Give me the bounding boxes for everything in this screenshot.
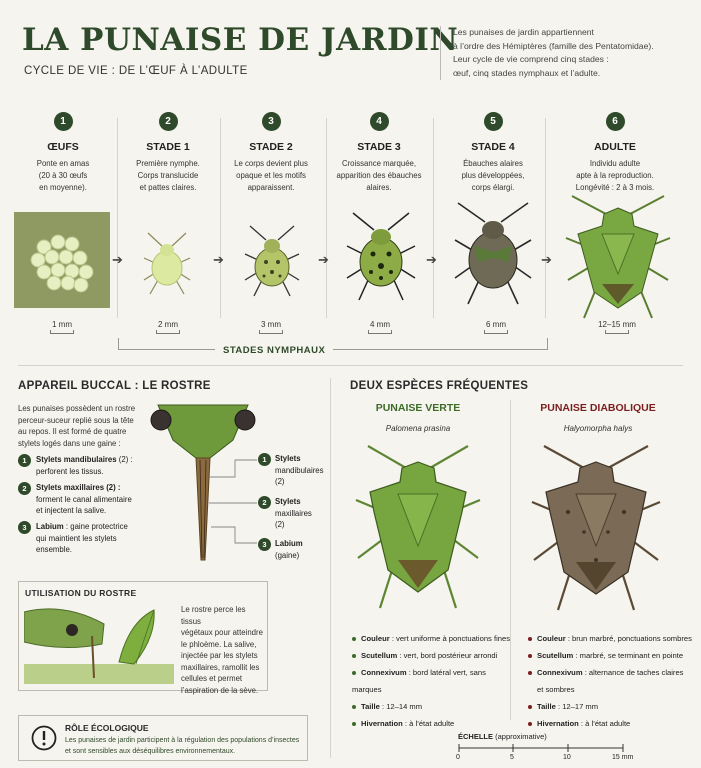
brown-marmorated-bug-image	[528, 442, 664, 614]
stage-divider	[117, 118, 118, 318]
stage-divider	[433, 118, 434, 318]
feature-text: : brun marbré, ponctuations sombres	[565, 634, 692, 643]
rostrum-label-title: Stylets	[275, 497, 301, 506]
intro-line: œuf, cinq stades nymphaux et l’adulte.	[453, 67, 601, 78]
stage-description-line: corps élargi.	[471, 183, 515, 192]
stage-column	[8, 112, 118, 194]
stage-description-line: Ponte en amas	[36, 159, 90, 168]
intro-line: Leur cycle de vie comprend cinq stades :	[453, 54, 609, 64]
stage-arrow-icon: ➔	[318, 252, 329, 267]
species-section-title: DEUX ESPÈCES FRÉQUENTES	[350, 380, 529, 392]
ecological-role-box	[18, 715, 308, 761]
stage-column	[216, 112, 326, 194]
intro-line: à l’ordre des Hémiptères (famille des Pentatomidae).	[453, 40, 654, 51]
stage-size-label: 12–15 mm	[598, 320, 636, 329]
stage-size	[241, 320, 301, 334]
stage-number-badge: 6	[606, 112, 625, 131]
size-tick	[50, 330, 74, 334]
stage-divider	[220, 118, 221, 318]
stage-description-line: apparition des ébauches	[336, 171, 422, 180]
bullet-icon	[352, 671, 356, 675]
stage-description-line: alaires.	[366, 183, 392, 192]
rostrum-label	[258, 538, 338, 561]
size-tick	[484, 330, 508, 334]
stage-description	[113, 158, 223, 194]
stage-column	[113, 112, 223, 194]
stage-number-badge: 1	[54, 112, 73, 131]
rostrum-label-title: Stylets	[275, 454, 301, 463]
rostrum-leader-lines	[205, 455, 265, 550]
size-tick	[368, 330, 392, 334]
stage-description-line: Première nymphe.	[136, 159, 200, 168]
green-shield-bug-image	[352, 442, 484, 612]
stage-size-label: 3 mm	[261, 320, 281, 329]
role-title: RÔLE ÉCOLOGIQUE	[65, 723, 149, 733]
stage-description-line: apparaissent.	[247, 183, 295, 192]
usage-line: maxillaires, ramollit les	[181, 662, 260, 672]
adult-bug-image	[562, 192, 674, 322]
stage-arrow-icon: ➔	[426, 252, 437, 267]
stage-divider	[545, 118, 546, 318]
feature-row	[528, 647, 693, 664]
species-brown	[518, 402, 678, 433]
usage-line: Le rostre perce les tissus	[181, 605, 246, 626]
mouth-item	[18, 521, 138, 556]
page-title: LA PUNAISE DE JARDIN	[22, 22, 459, 58]
stage-name: STADE 2	[249, 141, 293, 153]
usage-line: le phloème. La salive,	[181, 639, 257, 649]
mouth-intro-line: perceur-suceur replié sous la tête	[18, 415, 134, 425]
feature-label: Couleur	[537, 634, 566, 643]
stage-size	[466, 320, 526, 334]
intro-text	[440, 26, 690, 80]
feature-text: : bord latéral vert, sans marques	[352, 668, 486, 694]
scale-bar	[458, 742, 638, 754]
stage-description-line: plus développées,	[461, 171, 525, 180]
scale-tick-0: 0	[456, 754, 460, 761]
rostrum-label-title: Labium	[275, 539, 303, 548]
stage-name: STADE 3	[357, 141, 401, 153]
mouth-intro-line: au repos. Il est formé de quatre	[18, 427, 127, 436]
feature-label: Hivernation	[537, 719, 579, 728]
stage-name: STADE 4	[471, 141, 515, 153]
bullet-icon	[352, 654, 356, 658]
rostrum-usage-box	[18, 581, 268, 695]
bullet-icon	[528, 654, 532, 658]
feature-text: : 12–14 mm	[379, 702, 423, 711]
mouth-item-text: : gaine protectrice qui maintient les stylets ensemble.	[36, 522, 128, 554]
bullet-icon	[528, 705, 532, 709]
stage-arrow-icon: ➔	[541, 252, 552, 267]
mouth-item	[18, 482, 138, 517]
stage-size	[32, 320, 92, 334]
stage1-nymph-image	[140, 228, 194, 298]
feature-label: Hivernation	[361, 719, 403, 728]
feature-row	[352, 715, 512, 732]
stage-description-line: Individu adulte	[589, 159, 641, 168]
feature-row	[528, 664, 693, 681]
feature-label: Connexivum	[361, 668, 407, 677]
stage-description-line: Longévité : 2 à 3 mois.	[575, 183, 655, 192]
feature-text: : 12–17 mm	[555, 702, 599, 711]
feature-label: Scutellum	[361, 651, 398, 660]
stage-description-line: (20 à 30 œufs	[38, 171, 88, 180]
stage-size	[350, 320, 410, 334]
usage-illustration	[24, 602, 174, 684]
mouth-item-title: Labium	[36, 522, 64, 531]
mouth-section-title: APPAREIL BUCCAL : LE ROSTRE	[18, 380, 211, 392]
feature-row	[352, 630, 512, 647]
feature-row	[528, 630, 693, 647]
rostrum-label-text: mandibulaires	[275, 465, 324, 475]
stage-description-line: en moyenne).	[39, 183, 87, 192]
scale-tick-10: 10	[563, 754, 571, 761]
alert-icon	[31, 725, 57, 751]
stage-description-line: Le corps devient plus	[234, 159, 308, 168]
number-badge: 3	[18, 521, 31, 534]
role-text	[65, 735, 307, 757]
feature-text: : vert uniforme à ponctuations fines	[389, 634, 511, 643]
usage-title: UTILISATION DU ROSTRE	[25, 588, 137, 598]
stage-description	[438, 158, 548, 194]
feature-row	[528, 681, 693, 698]
stage4-nymph-image	[452, 200, 534, 306]
feature-label: Connexivum	[537, 668, 583, 677]
number-badge: 1	[258, 453, 271, 466]
stage-name: STADE 1	[146, 141, 190, 153]
feature-row	[352, 698, 512, 715]
bullet-icon	[528, 671, 532, 675]
scale-title: ÉCHELLE	[458, 732, 494, 741]
bullet-icon	[352, 705, 356, 709]
rostrum-label	[258, 496, 338, 531]
rostrum-label-text: (2)	[275, 520, 285, 529]
rostrum-label-text: maxillaires	[275, 508, 312, 518]
feature-label: Scutellum	[537, 651, 574, 660]
stage-size-label: 6 mm	[486, 320, 506, 329]
stage-arrow-icon: ➔	[112, 252, 123, 267]
feature-label: Taille	[361, 702, 380, 711]
stage-column	[560, 112, 670, 194]
bullet-icon	[352, 722, 356, 726]
usage-line: végétaux pour atteindre	[181, 628, 263, 637]
stage-description-line: Croissance marquée,	[341, 159, 417, 168]
stage-description	[560, 158, 670, 194]
mouth-item-title: Stylets maxillaires (2) :	[36, 483, 121, 492]
feature-text: : à l’état adulte	[578, 719, 631, 728]
bullet-icon	[528, 722, 532, 726]
bullet-icon	[528, 637, 532, 641]
stage-size-label: 1 mm	[52, 320, 72, 329]
mouth-item	[18, 454, 138, 477]
number-badge: 1	[18, 454, 31, 467]
stage-column	[324, 112, 434, 194]
brown-species-features	[528, 630, 693, 732]
stage-size-label: 4 mm	[370, 320, 390, 329]
usage-line: l’aspiration de la sève.	[181, 685, 259, 695]
stage-description-line: et pattes claires.	[139, 183, 197, 192]
number-badge: 2	[18, 482, 31, 495]
species-latin: Halyomorpha halys	[563, 424, 633, 433]
scale-tick-5: 5	[510, 754, 514, 761]
stage-column	[438, 112, 548, 194]
stage-number-badge: 4	[370, 112, 389, 131]
usage-text	[181, 604, 267, 696]
rostrum-label-text: (2)	[275, 477, 285, 486]
scale-note: (approximative)	[495, 732, 547, 741]
number-badge: 2	[258, 496, 271, 509]
intro-line: Les punaises de jardin appartiennent	[453, 27, 594, 37]
stage-divider	[326, 118, 327, 318]
stage-size	[587, 320, 647, 334]
feature-label: Couleur	[361, 634, 390, 643]
feature-text: : à l’état adulte	[402, 719, 455, 728]
species-name: PUNAISE DIABOLIQUE	[540, 402, 656, 414]
bullet-icon	[352, 637, 356, 641]
feature-text: : marbré, se terminant en pointe	[573, 651, 684, 660]
species-green	[338, 402, 498, 433]
mouth-item-text: (2) : perforent les tissus.	[36, 455, 133, 476]
eggs-photo	[14, 212, 110, 308]
role-line: Les punaises de jardin participent à la régulation des populations d’insectes	[65, 737, 300, 744]
green-species-features	[352, 630, 512, 732]
stage-description	[324, 158, 434, 194]
stage-arrow-icon: ➔	[213, 252, 224, 267]
page-subtitle: CYCLE DE VIE : DE L’ŒUF À L’ADULTE	[24, 65, 248, 77]
stage-description-line: Corps translucide	[137, 171, 199, 180]
feature-text: : alternance de taches claires	[582, 668, 684, 677]
stage-description-line: opaque et les motifs	[236, 171, 306, 180]
mouth-item-title: Stylets mandibulaires	[36, 455, 117, 464]
size-tick	[156, 330, 180, 334]
usage-line: cellules et permet	[181, 674, 243, 683]
stage-description	[216, 158, 326, 194]
role-line: et sont sensibles aux déséquilibres environnementaux.	[65, 748, 236, 755]
size-tick	[259, 330, 283, 334]
stage-number-badge: 2	[159, 112, 178, 131]
stage-number-badge: 5	[484, 112, 503, 131]
section-divider	[18, 365, 683, 366]
stage-size-label: 2 mm	[158, 320, 178, 329]
feature-row	[352, 647, 512, 664]
stage3-nymph-image	[345, 210, 417, 302]
mouth-intro-line: stylets logés dans une gaine :	[18, 438, 121, 448]
usage-line: injectée par les stylets	[181, 651, 258, 660]
number-badge: 3	[258, 538, 271, 551]
stage-size	[138, 320, 198, 334]
stage-description-line: Ébauches alaires	[463, 159, 523, 168]
species-name: PUNAISE VERTE	[375, 402, 461, 414]
feature-label: Taille	[537, 702, 556, 711]
stage-name: ŒUFS	[47, 141, 79, 153]
stage-description	[8, 158, 118, 194]
scale-tick-15: 15 mm	[612, 754, 634, 761]
mouth-intro-line: Les punaises possèdent un rostre	[18, 404, 136, 413]
scale-legend	[458, 732, 547, 741]
rostrum-label-text: (gaine)	[275, 550, 300, 560]
feature-row	[528, 698, 693, 715]
species-latin: Palomena prasina	[385, 424, 451, 433]
stage-name: ADULTE	[594, 141, 636, 153]
feature-row	[352, 664, 512, 698]
rostrum-label	[258, 453, 338, 488]
nymph-stages-label: STADES NYMPHAUX	[215, 345, 333, 356]
column-divider	[330, 378, 331, 758]
stage-description-line: apte à la reproduction.	[576, 171, 654, 180]
feature-row	[528, 715, 693, 732]
feature-text: : vert, bord postérieur arrondi	[397, 651, 498, 660]
stage-number-badge: 3	[262, 112, 281, 131]
mouth-intro	[18, 403, 148, 449]
size-tick	[605, 330, 629, 334]
feature-text: et sombres	[537, 685, 575, 694]
stage2-nymph-image	[242, 222, 302, 300]
mouth-item-text: forment le canal alimentaire et injectent la salive.	[36, 494, 132, 515]
